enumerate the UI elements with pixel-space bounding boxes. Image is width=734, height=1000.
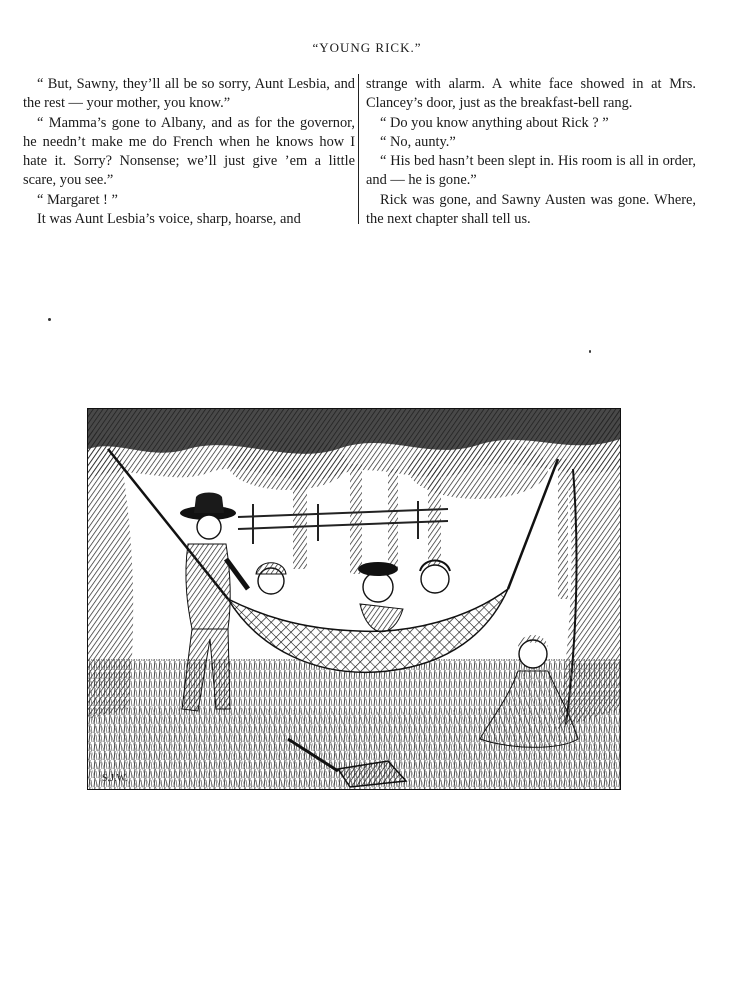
paragraph: It was Aunt Lesbia’s voice, sharp, hoarse, and <box>37 211 301 228</box>
paragraph: “ But, Sawny, they’ll all be so sorry, Aunt Lesbia, and the rest — your mother, you know.” <box>23 76 355 112</box>
print-speck <box>589 350 591 353</box>
left-text-column <box>23 75 355 229</box>
paragraph: “ Mamma’s gone to Albany, and as for the governor, he needn’t make me do French when he knows how I hate it. Sorry? Nonsense; we’ll just give ’em a little scare, you see.” <box>23 114 355 189</box>
paragraph: Rick was gone, and Sawny Austen was gone. Where, the next chapter shall tell us. <box>366 191 696 228</box>
paragraph-continuation: strange with alarm. A white face showed in at Mrs. Clancey’s door, just as the breakfast-bell rang. <box>366 76 696 112</box>
paragraph: “ His bed hasn’t been slept in. His room is all in order, and — he is gone.” <box>366 153 696 189</box>
running-title: “YOUNG RICK.” <box>312 40 422 55</box>
print-speck <box>48 318 51 321</box>
engraving-image <box>88 409 620 789</box>
column-divider <box>358 74 359 224</box>
artist-signature: S.J.W. <box>102 773 128 784</box>
paragraph: “ No, aunty.” <box>380 133 456 150</box>
hammock-illustration <box>87 408 621 790</box>
paragraph: “ Margaret ! ” <box>37 191 118 208</box>
paragraph: “ Do you know anything about Rick ? ” <box>380 114 609 131</box>
right-text-column <box>366 75 696 229</box>
